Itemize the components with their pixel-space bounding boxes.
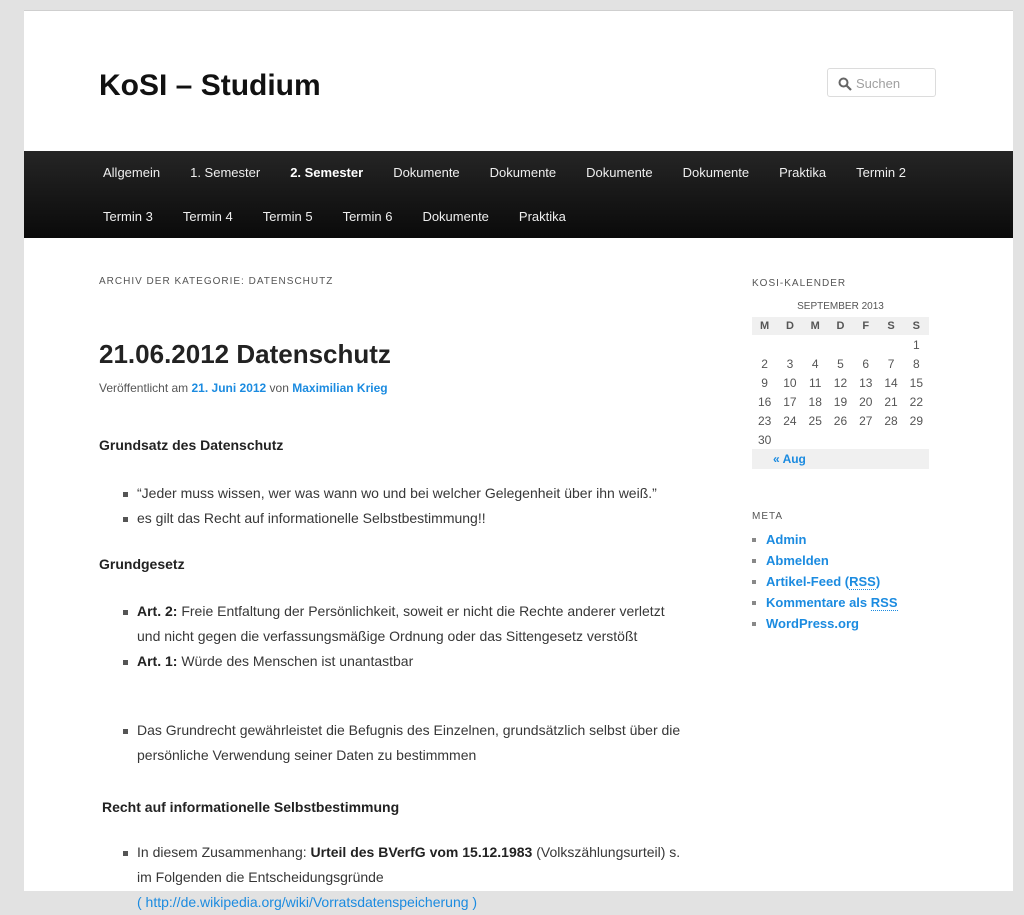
calendar-week — [752, 430, 929, 449]
nav-item[interactable]: Dokumente — [586, 165, 653, 180]
calendar — [752, 301, 929, 469]
calendar-day: 8 — [913, 356, 920, 371]
calendar-week — [752, 335, 929, 354]
calendar-day — [777, 335, 802, 354]
calendar-weekday: M — [752, 317, 777, 335]
calendar-day — [904, 430, 929, 449]
calendar-weekday: S — [904, 317, 929, 335]
calendar-day — [878, 335, 903, 354]
calendar-day — [828, 335, 853, 354]
calendar-day: 27 — [859, 413, 873, 428]
calendar-footer-row — [752, 449, 929, 469]
s3-bold: Urteil des BVerfG vom 15.12.1983 — [310, 844, 533, 860]
rss-abbr: RSS — [849, 574, 876, 589]
calendar-day: 16 — [757, 394, 772, 409]
list-item — [123, 599, 683, 649]
calendar-day — [803, 430, 828, 449]
calendar-weekday: M — [803, 317, 828, 335]
meta-item-comments-rss[interactable] — [752, 592, 898, 613]
calendar-caption: SEPTEMBER 2013 — [797, 301, 884, 312]
calendar-weekday: S — [878, 317, 903, 335]
page — [24, 10, 1013, 910]
calendar-day: 4 — [811, 356, 819, 371]
calendar-day: 26 — [833, 413, 848, 428]
meta-item-admin[interactable]: Admin — [752, 529, 898, 550]
section-heading: Recht auf informationelle Selbstbestimmung — [102, 799, 400, 815]
nav-item[interactable]: Termin 2 — [856, 165, 906, 180]
archive-category: DATENSCHUTZ — [248, 276, 334, 287]
section-heading: Grundsatz des Datenschutz — [99, 437, 284, 453]
main-navigation — [24, 151, 1013, 238]
archive-label: ARCHIV DER KATEGORIE: — [99, 276, 249, 287]
calendar-day: 12 — [833, 375, 848, 390]
calendar-weekday: F — [853, 317, 878, 335]
meta-published-prefix: Veröffentlicht am — [99, 381, 192, 395]
nav-item[interactable]: Dokumente — [422, 209, 489, 224]
nav-item[interactable]: Praktika — [518, 209, 566, 224]
nav-item[interactable]: Termin 6 — [342, 209, 393, 224]
nav-row — [103, 151, 936, 195]
s3-intro: In diesem Zusammenhang: — [137, 844, 311, 860]
calendar-day — [828, 430, 853, 449]
calendar-day: 18 — [808, 394, 822, 409]
calendar-day: 30 — [757, 432, 772, 447]
calendar-day: 2 — [761, 356, 768, 371]
calendar-day: 5 — [837, 356, 844, 371]
nav-item[interactable]: 1. Semester — [190, 165, 261, 180]
calendar-day: 13 — [859, 375, 873, 390]
search-icon — [838, 77, 852, 91]
search-input[interactable] — [856, 73, 934, 93]
nav-row — [103, 195, 596, 239]
art1-text: Würde des Menschen ist unantastbar — [177, 653, 414, 669]
nav-item[interactable]: Dokumente — [393, 165, 460, 180]
calendar-header-row — [752, 317, 929, 335]
calendar-day: 11 — [808, 375, 822, 390]
calendar-day: 29 — [909, 413, 924, 428]
nav-item[interactable]: Dokumente — [489, 165, 557, 180]
nav-item[interactable]: Praktika — [779, 165, 827, 180]
calendar-day: 25 — [808, 413, 822, 428]
bullet-list — [123, 718, 683, 768]
calendar-day — [853, 430, 878, 449]
s3-rest: (Volkszählungsurteil) s. im Folgenden die Entscheidungsgründe — [137, 844, 681, 885]
nav-item[interactable]: 2. Semester — [290, 165, 364, 180]
site-title[interactable]: KoSI – Studium — [99, 69, 321, 102]
meta-item-article-feed[interactable] — [752, 571, 898, 592]
calendar-day: 1 — [913, 337, 920, 352]
calendar-day: 19 — [833, 394, 848, 409]
meta-list — [752, 529, 898, 634]
art2-text: Freie Entfaltung der Persönlichkeit, soweit er nicht die Rechte anderer verletzt und nicht gegen die verfassungsmäßige Ordnung oder das Sittengesetz verstößt — [137, 603, 665, 644]
post-date-link[interactable]: 21. Juni 2012 — [191, 381, 267, 395]
calendar-weekday: D — [828, 317, 853, 335]
calendar-day: 28 — [884, 413, 898, 428]
calendar-day: 20 — [859, 394, 873, 409]
calendar-day — [853, 335, 878, 354]
calendar-day: 23 — [757, 413, 772, 428]
rss-abbr: RSS — [870, 595, 898, 610]
search-box[interactable] — [827, 68, 936, 97]
bullet-list — [123, 840, 683, 915]
bullet-list — [123, 481, 683, 531]
meta-item-logout[interactable]: Abmelden — [752, 550, 898, 571]
wikipedia-link[interactable]: ( http://de.wikipedia.org/wiki/Vorratsdatenspeicherung ) — [137, 894, 478, 910]
list-item: Das Grundrecht gewährleistet die Befugnis des Einzelnen, grundsätzlich selbst über die persönliche Verwendung seiner Daten zu bestimmmen — [123, 718, 683, 768]
post-title[interactable]: 21.06.2012 Datenschutz — [99, 339, 391, 369]
calendar-day: 14 — [884, 375, 898, 390]
nav-item[interactable]: Dokumente — [682, 165, 750, 180]
meta-widget-title: META — [752, 511, 784, 522]
meta-item-label: Kommentare als — [766, 595, 871, 610]
calendar-day: 22 — [909, 394, 924, 409]
nav-item[interactable]: Termin 4 — [182, 209, 233, 224]
calendar-prev-link[interactable]: « Aug — [773, 452, 806, 466]
list-item: “Jeder muss wissen, wer was wann wo und bei welcher Gelegenheit über ihn weiß.” — [123, 481, 683, 506]
art1-label: Art. 1: — [137, 653, 178, 669]
calendar-weekday: D — [777, 317, 802, 335]
post-author-link[interactable]: Maximilian Krieg — [292, 381, 388, 395]
post-meta — [99, 381, 388, 395]
calendar-day — [777, 430, 802, 449]
meta-by: von — [266, 381, 293, 395]
calendar-day: 17 — [783, 394, 797, 409]
calendar-day: 7 — [887, 356, 895, 371]
calendar-day: 6 — [862, 356, 870, 371]
calendar-widget-title: KOSI-KALENDER — [752, 278, 847, 289]
calendar-day: 3 — [786, 356, 794, 371]
calendar-footer — [752, 449, 929, 469]
meta-item-close: ) — [875, 574, 881, 589]
calendar-week — [752, 392, 929, 411]
calendar-day — [878, 430, 903, 449]
art2-label: Art. 2: — [137, 603, 178, 619]
calendar-day: 15 — [909, 375, 924, 390]
meta-item-wordpress[interactable]: WordPress.org — [752, 613, 898, 634]
section-heading: Grundgesetz — [99, 556, 185, 572]
nav-item[interactable]: Termin 5 — [262, 209, 313, 224]
archive-title — [99, 276, 333, 287]
bullet-list — [123, 599, 683, 674]
list-item — [123, 840, 683, 915]
calendar-body — [752, 335, 929, 449]
list-item — [123, 649, 683, 674]
calendar-day: 10 — [783, 375, 797, 390]
meta-item-label: Artikel-Feed ( — [766, 574, 850, 589]
calendar-week — [752, 411, 929, 430]
nav-item[interactable]: Allgemein — [103, 165, 161, 180]
calendar-day: 24 — [783, 413, 797, 428]
calendar-day: 21 — [884, 394, 898, 409]
list-item: es gilt das Recht auf informationelle Selbstbestimmung!! — [123, 506, 683, 531]
nav-item[interactable]: Termin 3 — [103, 209, 153, 224]
calendar-week — [752, 373, 929, 392]
calendar-week — [752, 354, 929, 373]
calendar-day — [803, 335, 828, 354]
calendar-day — [752, 335, 777, 354]
calendar-day: 9 — [761, 375, 768, 390]
